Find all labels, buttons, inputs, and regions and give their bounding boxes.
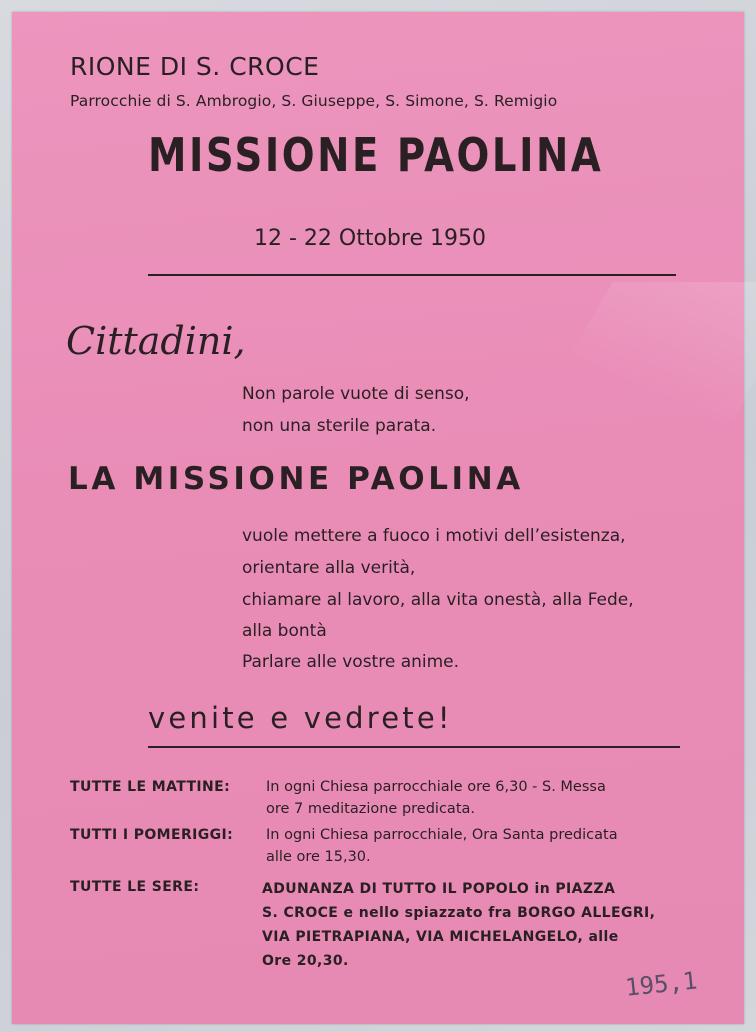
schedule-text: ADUNANZA DI TUTTO IL POPOLO in PIAZZA bbox=[262, 881, 616, 897]
schedule-text: VIA PIETRAPIANA, VIA MICHELANGELO, alle bbox=[262, 929, 619, 945]
schedule-text: alle ore 15,30. bbox=[266, 849, 371, 865]
purpose-line: alla bontà bbox=[242, 621, 327, 641]
page-title: MISSIONE PAOLINA bbox=[148, 128, 604, 182]
purpose-line: Parlare alle vostre anime. bbox=[242, 652, 460, 672]
event-dates: 12 - 22 Ottobre 1950 bbox=[254, 226, 486, 251]
purpose-line: orientare alla verità, bbox=[242, 558, 416, 578]
schedule-text: S. CROCE e nello spiazzato fra BORGO ALLEGRI, bbox=[262, 905, 656, 921]
parishes-line: Parrocchie di S. Ambrogio, S. Giuseppe, S. Simone, S. Remigio bbox=[70, 92, 558, 110]
schedule-text: ore 7 meditazione predicata. bbox=[266, 801, 475, 817]
headline: LA MISSIONE PAOLINA bbox=[68, 461, 524, 497]
bottom-divider bbox=[148, 746, 680, 748]
top-divider bbox=[148, 274, 676, 276]
intro-line: non una sterile parata. bbox=[242, 416, 437, 436]
schedule-label-afternoons: TUTTI I POMERIGGI: bbox=[70, 827, 234, 843]
salutation: Cittadini, bbox=[66, 319, 246, 363]
paper-fold bbox=[532, 282, 756, 422]
purpose-line: chiamare al lavoro, alla vita onestà, alla Fede, bbox=[242, 590, 634, 610]
schedule-label-mornings: TUTTE LE MATTINE: bbox=[70, 779, 231, 795]
district-name: RIONE DI S. CROCE bbox=[70, 52, 320, 81]
intro-line: Non parole vuote di senso, bbox=[242, 384, 470, 404]
schedule-text: In ogni Chiesa parrocchiale, Ora Santa predicata bbox=[266, 827, 618, 843]
handwritten-number: 195,1 bbox=[623, 966, 699, 1002]
schedule-text: In ogni Chiesa parrocchiale ore 6,30 - S. Messa bbox=[266, 779, 606, 795]
purpose-line: vuole mettere a fuoco i motivi dell’esistenza, bbox=[242, 526, 626, 546]
schedule-label-evenings: TUTTE LE SERE: bbox=[70, 879, 200, 895]
call-to-action: venite e vedrete! bbox=[148, 701, 453, 735]
schedule-text: Ore 20,30. bbox=[262, 953, 349, 969]
